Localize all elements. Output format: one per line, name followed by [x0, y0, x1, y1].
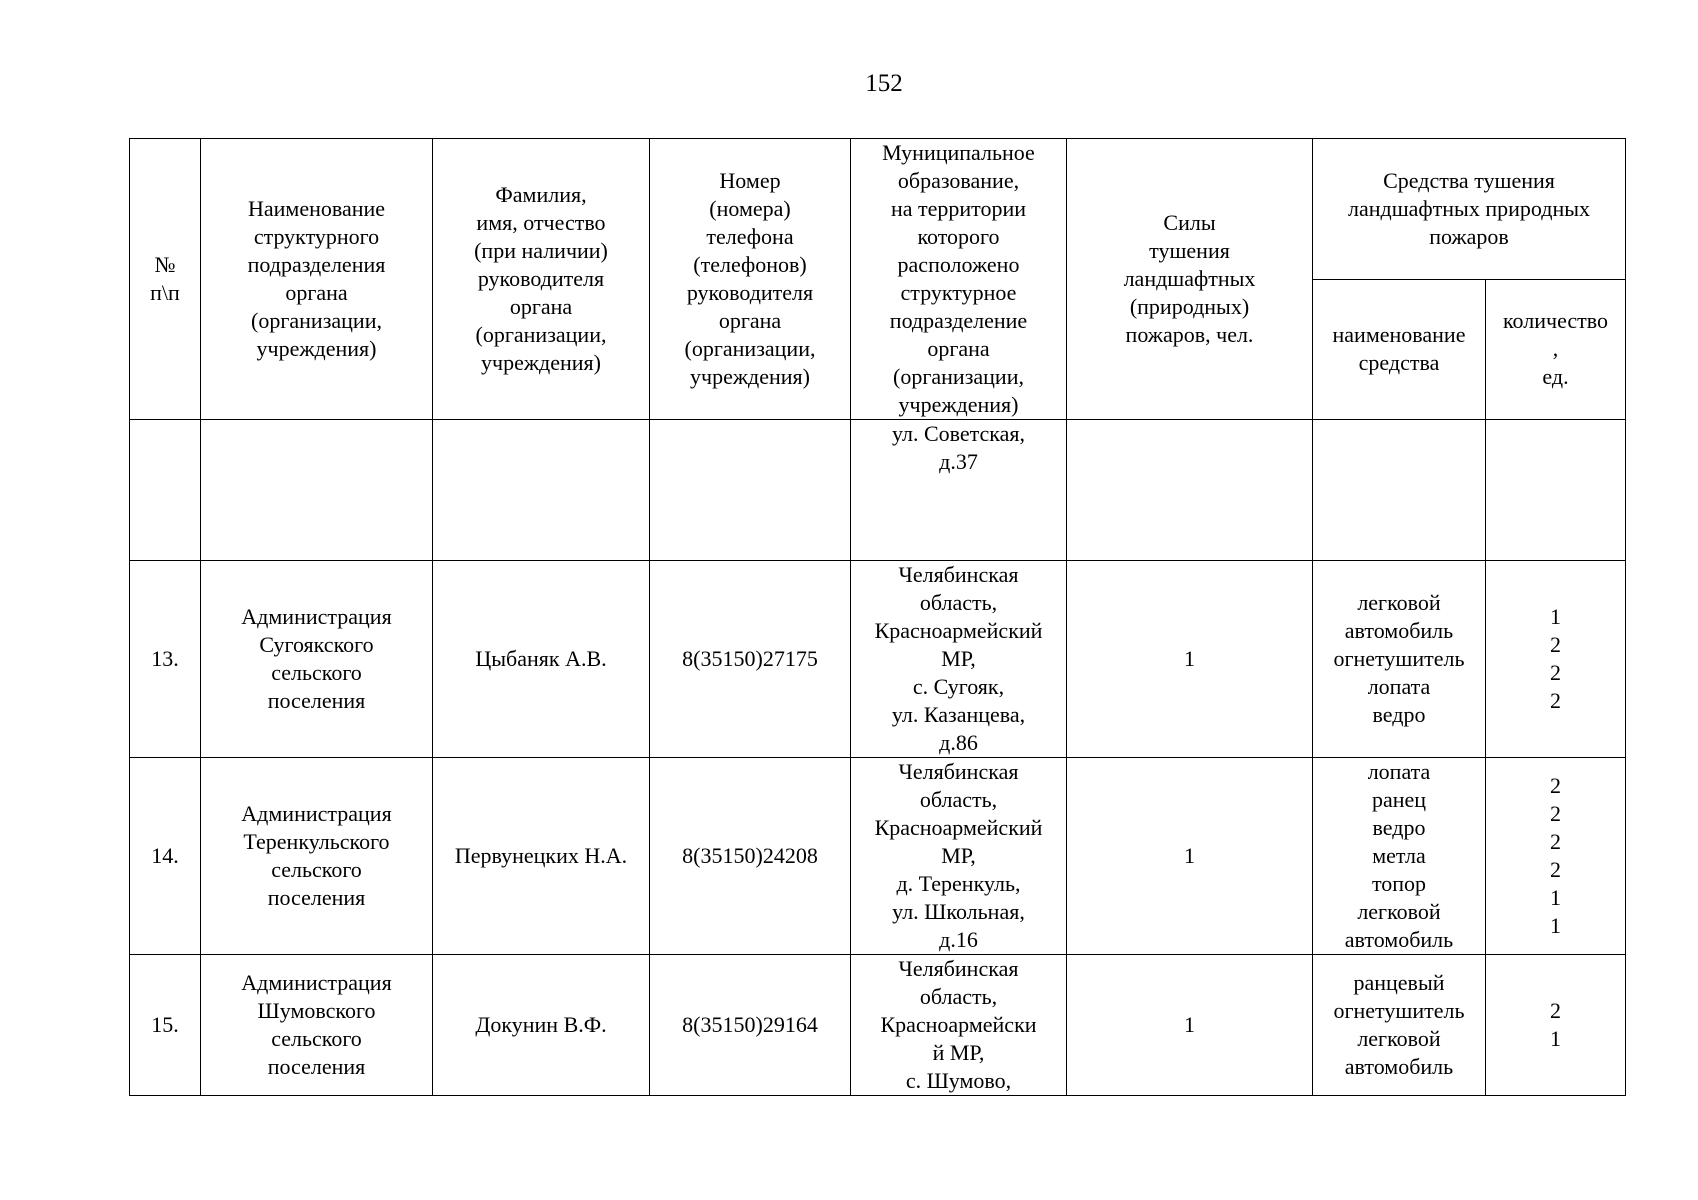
cell-org-name: Администрация Шумовского сельского поселения [201, 955, 433, 1096]
cell-num: 14. [130, 758, 201, 955]
header-phone: Номер (номера) телефона (телефонов) руководителя органа (организации, учреждения) [650, 139, 851, 420]
cell-org-name: Администрация Теренкульского сельского поселения [201, 758, 433, 955]
cell-org-name [201, 420, 433, 561]
cell-phone: 8(35150)27175 [650, 561, 851, 758]
table-row [130, 758, 1626, 955]
cell-means-name: лопата ранец ведро метла топор легковой автомобиль [1313, 758, 1486, 955]
cell-num: 13. [130, 561, 201, 758]
header-municipality: Муниципальное образование, на территории которого расположено структурное подразделение органа (организации, учреждения) [851, 139, 1067, 420]
cell-phone: 8(35150)29164 [650, 955, 851, 1096]
header-head-name: Фамилия, имя, отчество (при наличии) руководителя органа (организации, учреждения) [433, 139, 650, 420]
cell-forces: 1 [1067, 955, 1313, 1096]
cell-num: 15. [130, 955, 201, 1096]
cell-num [130, 420, 201, 561]
cell-phone [650, 420, 851, 561]
cell-means-name [1313, 420, 1486, 561]
header-org-name: Наименование структурного подразделения органа (организации, учреждения) [201, 139, 433, 420]
header-row-1 [130, 139, 1626, 280]
cell-head-name: Докунин В.Ф. [433, 955, 650, 1096]
cell-municipality: ул. Советская, д.37 [851, 420, 1067, 561]
cell-head-name [433, 420, 650, 561]
cell-head-name: Первунецких Н.А. [433, 758, 650, 955]
table-header [130, 139, 1626, 420]
cell-municipality: Челябинская область, Красноармейски й МР, с. Шумово, [851, 955, 1067, 1096]
cell-head-name: Цыбаняк А.В. [433, 561, 650, 758]
cell-org-name: Администрация Сугоякского сельского поселения [201, 561, 433, 758]
table-row [130, 955, 1626, 1096]
header-means-name: наименование средства [1313, 279, 1486, 420]
cell-means-qty: 2 1 [1486, 955, 1626, 1096]
header-means-group: Средства тушения ландшафтных природных пожаров [1313, 139, 1626, 280]
cell-forces: 1 [1067, 758, 1313, 955]
header-means-qty: количество , ед. [1486, 279, 1626, 420]
cell-means-name: ранцевый огнетушитель легковой автомобиль [1313, 955, 1486, 1096]
page-number: 152 [865, 70, 903, 97]
header-forces: Силы тушения ландшафтных (природных) пожаров, чел. [1067, 139, 1313, 420]
fire-forces-table [129, 138, 1626, 1096]
cell-municipality: Челябинская область, Красноармейский МР, с. Сугояк, ул. Казанцева, д.86 [851, 561, 1067, 758]
cell-forces: 1 [1067, 561, 1313, 758]
table-body [130, 420, 1626, 1096]
cell-means-qty: 1 2 2 2 [1486, 561, 1626, 758]
cell-phone: 8(35150)24208 [650, 758, 851, 955]
header-num: № п\п [130, 139, 201, 420]
cell-means-name: легковой автомобиль огнетушитель лопата ведро [1313, 561, 1486, 758]
cell-means-qty: 2 2 2 2 1 1 [1486, 758, 1626, 955]
table-row [130, 561, 1626, 758]
cell-means-qty [1486, 420, 1626, 561]
table-row-continuation [130, 420, 1626, 561]
cell-municipality: Челябинская область, Красноармейский МР, д. Теренкуль, ул. Школьная, д.16 [851, 758, 1067, 955]
cell-forces [1067, 420, 1313, 561]
